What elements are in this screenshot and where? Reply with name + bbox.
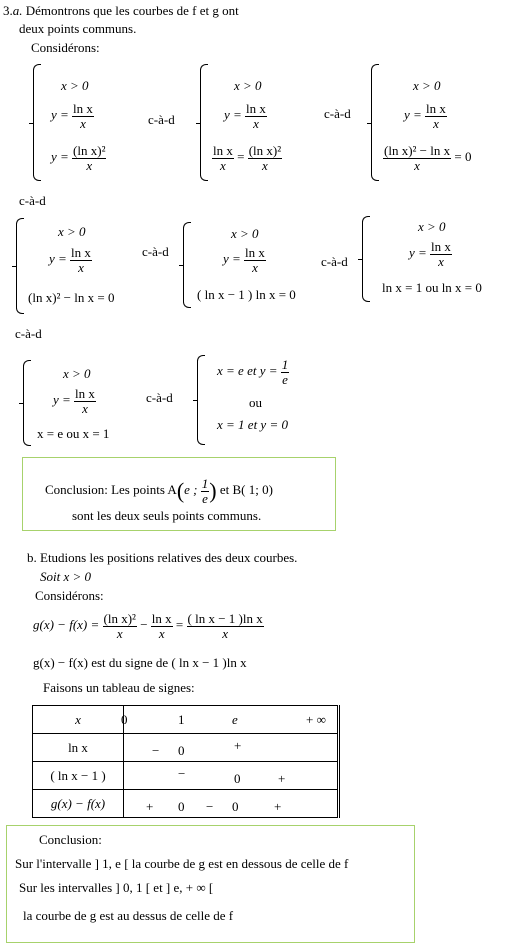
system-4 — [16, 218, 136, 314]
system-line: x > 0 — [63, 366, 91, 381]
header-x: x — [33, 706, 124, 734]
system-line: y = $\frac{\text{(ln x)²}}{x}$ — [51, 143, 106, 173]
system-6 — [362, 216, 502, 302]
system-line: x > 0 — [413, 78, 441, 93]
system-line: x = e ou x = 1 — [37, 426, 110, 441]
system-line: ln x = 1 ou ln x = 0 — [382, 280, 482, 295]
brace — [33, 64, 41, 181]
heading-number: 3. — [3, 3, 13, 18]
system-line: x > 0 — [61, 78, 89, 93]
conclusion-b-line1: Sur l'intervalle ] 1, e [ la courbe de g est en dessous de celle de f — [15, 856, 349, 871]
part-a-heading — [3, 3, 239, 19]
system-line: y = $\frac{\text{ln x}}{x}$ — [53, 386, 95, 416]
brace — [362, 216, 370, 302]
row-values — [124, 790, 339, 818]
sign-statement: g(x) − f(x) est du signe de ( ln x − 1 )ln x — [33, 655, 247, 670]
system-1 — [33, 64, 133, 181]
cad-label: c-à-d — [324, 106, 351, 121]
cad-label: c-à-d — [148, 112, 175, 127]
sign-cell: 0 — [178, 743, 185, 758]
brace — [197, 355, 205, 445]
table-row-lnx — [33, 734, 339, 762]
system-line: x = 1 et y = 0 — [217, 417, 288, 432]
system-line: x > 0 — [231, 226, 259, 241]
consider-label: Considérons: — [31, 40, 100, 55]
system-8 — [197, 355, 327, 445]
tick-inf: + ∞ — [306, 712, 326, 727]
conclusion-a-line1: Conclusion: Les points A(e ; $\frac{1}{e}$ ) et B( 1; 0) — [45, 476, 273, 506]
brace — [371, 64, 379, 181]
system-line: x = e et y = $\frac{1}{e}$ — [217, 357, 289, 387]
heading-continuation: deux points communs. — [19, 21, 137, 36]
system-line: $\frac{\text{ln x}}{x}$ = $\frac{\text{(ln x)²}}{x}$ — [213, 143, 282, 173]
heading-letter: a. — [12, 3, 23, 18]
consider-label-b: Considérons: — [35, 588, 104, 603]
system-2 — [200, 64, 310, 181]
tick-0: 0 — [121, 712, 128, 727]
conclusion-b-line3: la courbe de g est au dessus de celle de f — [23, 908, 234, 923]
row-label: ln x — [33, 734, 124, 762]
sign-cell: + — [146, 799, 154, 814]
sign-cell: − — [206, 799, 214, 814]
system-line: x > 0 — [234, 78, 262, 93]
sign-cell: − — [152, 743, 160, 758]
tick-e: e — [232, 712, 238, 727]
soit-line: Soit x > 0 — [40, 569, 92, 584]
tick-1: 1 — [178, 712, 185, 727]
conclusion-a-line2: sont les deux seuls points communs. — [72, 508, 262, 523]
sign-table — [32, 705, 340, 818]
table-row-lnx-minus-1 — [33, 762, 339, 790]
row-label: ( ln x − 1 ) — [33, 762, 124, 790]
system-line: (ln x)² − ln x = 0 — [28, 290, 115, 305]
system-line: y = $\frac{\text{ln x}}{x}$ — [223, 245, 265, 275]
sign-cell: + — [278, 771, 286, 786]
brace — [200, 64, 208, 181]
header-values — [121, 706, 339, 734]
cad-label: c-à-d — [19, 193, 46, 208]
sign-cell: 0 — [234, 771, 241, 786]
cad-label: c-à-d — [15, 326, 42, 341]
conclusion-box-a — [22, 457, 336, 531]
sign-cell: + — [274, 799, 282, 814]
sign-cell: 0 — [232, 799, 239, 814]
conclusion-box-b — [6, 825, 415, 943]
system-3 — [371, 64, 496, 181]
conclusion-b-title: Conclusion: — [39, 832, 102, 847]
system-line: y = $\frac{\text{ln x}}{x}$ — [51, 101, 93, 131]
cad-label: c-à-d — [142, 244, 169, 259]
table-header-row — [33, 706, 339, 734]
sign-cell: 0 — [178, 799, 185, 814]
sign-cell: − — [178, 766, 186, 781]
system-7 — [23, 360, 133, 446]
system-line: $\frac{\text{(ln x)² − ln x}}{x}$ = 0 — [384, 143, 472, 173]
sign-cell: + — [234, 738, 242, 753]
difference-equation: g(x) − f(x) = $\frac{\text{(ln x)²}}{x}$ − $\frac{\text{ln x}}{x}$ = $\frac{\text{( ln x − 1 )ln x}}{x}$ — [33, 611, 263, 641]
cad-label: c-à-d — [146, 390, 173, 405]
row-label: g(x) − f(x) — [33, 790, 124, 818]
brace — [23, 360, 31, 446]
part-b-heading: b. Etudions les positions relatives des deux courbes. — [27, 550, 298, 565]
system-line: y = $\frac{\text{ln x}}{x}$ — [409, 239, 451, 269]
system-line: y = $\frac{\text{ln x}}{x}$ — [49, 245, 91, 275]
brace — [183, 222, 191, 308]
system-line: ou — [249, 395, 262, 410]
brace — [16, 218, 24, 314]
row-values — [124, 762, 339, 790]
system-line: x > 0 — [58, 224, 86, 239]
table-row-difference — [33, 790, 339, 818]
system-line: y = $\frac{\text{ln x}}{x}$ — [224, 101, 266, 131]
system-line: ( ln x − 1 ) ln x = 0 — [197, 287, 296, 302]
system-5 — [183, 222, 313, 308]
heading-text: Démontrons que les courbes de f et g ont — [22, 3, 239, 18]
table-intro: Faisons un tableau de signes: — [43, 680, 195, 695]
cad-label: c-à-d — [321, 254, 348, 269]
row-values — [124, 734, 339, 762]
conclusion-b-line2: Sur les intervalles ] 0, 1 [ et ] e, + ∞ [ — [19, 880, 214, 895]
system-line: y = $\frac{\text{ln x}}{x}$ — [404, 101, 446, 131]
system-line: x > 0 — [418, 219, 446, 234]
